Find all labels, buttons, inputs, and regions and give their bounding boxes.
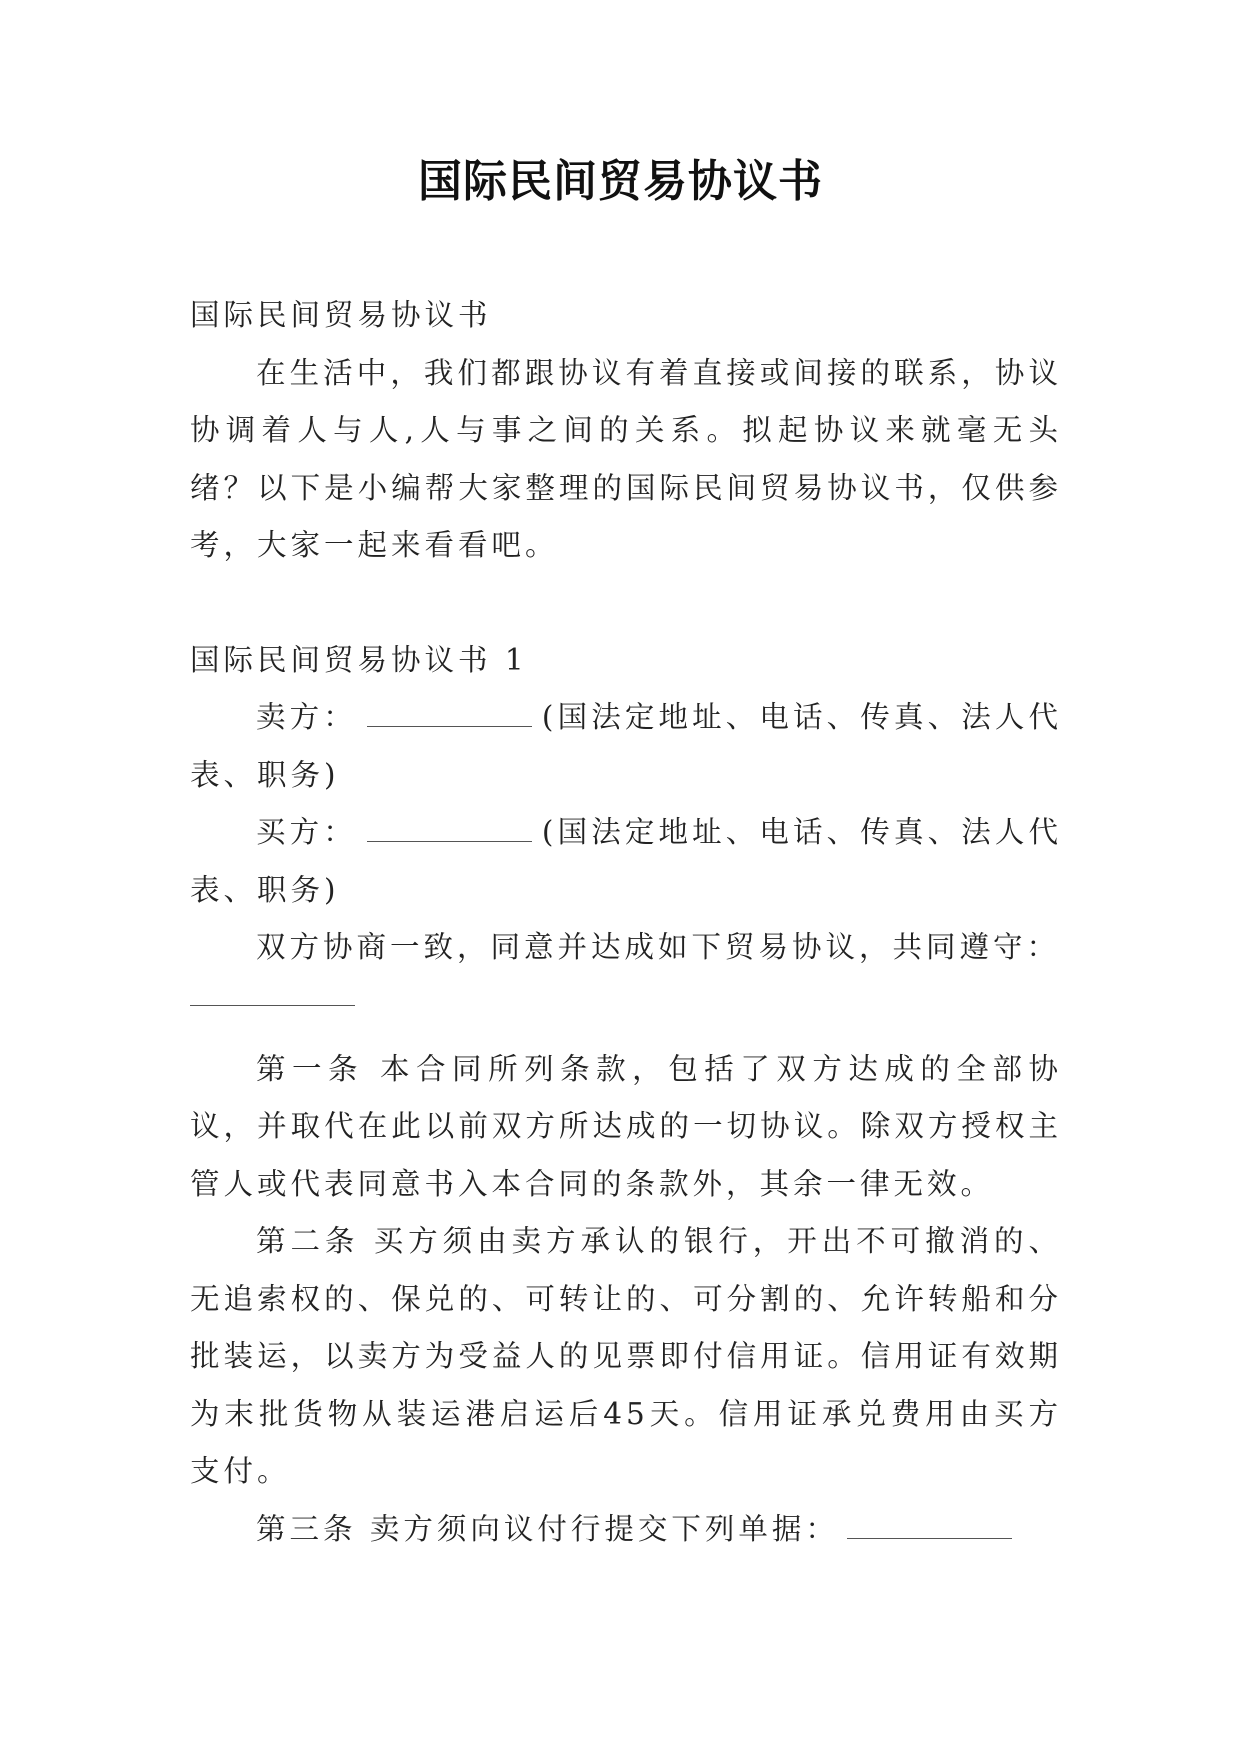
paragraph-gap — [190, 575, 1062, 632]
seller-line — [190, 689, 1062, 804]
article-3-line — [190, 1501, 1062, 1559]
article-1: 第一条 本合同所列条款，包括了双方达成的全部协议，并取代在此以前双方所达成的一切协议。除双方授权主管人或代表同意书入本合同的条款外，其余一律无效。 — [190, 1051, 1062, 1201]
agreement-line: 双方协商一致，同意并达成如下贸易协议，共同遵守： — [256, 930, 1061, 964]
buyer-detail: (国法定地址、电话、传真、法人代表、职务) — [190, 815, 1062, 907]
seller-detail: (国法定地址、电话、传真、法人代表、职务) — [190, 700, 1062, 792]
seller-blank — [367, 697, 532, 728]
seller-label: 卖方： — [256, 700, 357, 734]
document-title: 国际民间贸易协议书 — [418, 156, 823, 207]
section-heading: 国际民间贸易协议书 1 — [190, 642, 528, 677]
buyer-line — [190, 804, 1062, 919]
intro-paragraph: 在生活中，我们都跟协议有着直接或间接的联系，协议协调着人与人,人与事之间的关系。拟起协议来就毫无头绪？以下是小编帮大家整理的国际民间贸易协议书，仅供参考，大家一起来看看吧。 — [190, 355, 1062, 562]
buyer-label: 买方： — [256, 815, 357, 849]
agreement-blank — [190, 977, 355, 1006]
subtitle: 国际民间贸易协议书 — [190, 298, 492, 332]
document-body — [190, 287, 1062, 1558]
article-3: 第三条 卖方须向议付行提交下列单据： — [256, 1511, 839, 1546]
article-3-blank — [847, 1508, 1012, 1539]
article-2: 第二条 买方须由卖方承认的银行，开出不可撤消的、无追索权的、保兑的、可转让的、可分割的、允许转船和分批装运，以卖方为受益人的见票即付信用证。信用证有效期为末批货物从装运港启运后45天。信用证承兑费用由买方支付。 — [190, 1224, 1062, 1488]
buyer-blank — [367, 812, 532, 843]
